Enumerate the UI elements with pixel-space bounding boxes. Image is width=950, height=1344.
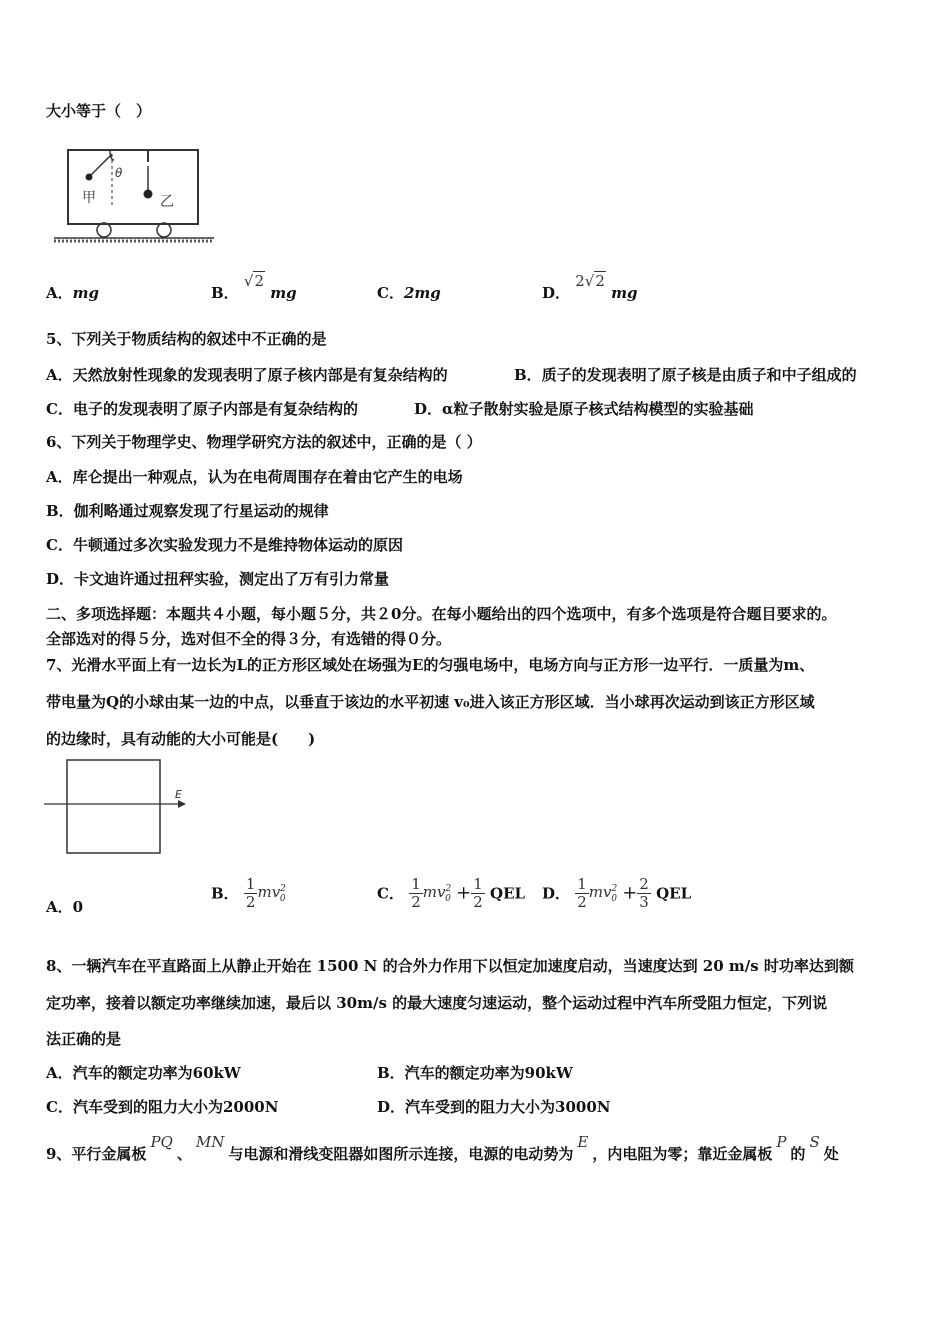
q6-option-d: D．卡文迪许通过扭秤实验，测定出了万有引力常量 <box>46 570 390 588</box>
q8-option-d: D．汽车受到的阻力大小为3000N <box>377 1098 611 1116</box>
q7-line3: 的边缘时，具有动能的大小可能是( ) <box>46 730 316 748</box>
q6-option-c: C．牛顿通过多次实验发现力不是维持物体运动的原因 <box>46 536 403 554</box>
section2-line2: 全部选对的得５分，选对但不全的得３分，有选错的得０分。 <box>46 630 452 648</box>
q8-line3: 法正确的是 <box>46 1030 122 1048</box>
q8-line2: 定功率，接着以额定功率继续加速，最后以 30m/s 的最大速度匀速运动，整个运动过程中汽车所受阻力恒定，下列说 <box>46 994 828 1012</box>
q6-stem: 6、下列关于物理学史、物理学研究方法的叙述中，正确的是（ ） <box>46 433 482 451</box>
section2-line1: 二、多项选择题：本题共４小题，每小题５分，共２0分。在每小题给出的四个选项中，有多个选项是符合题目要求的。 <box>46 605 837 623</box>
q7-field-figure <box>44 758 194 858</box>
q8-option-c: C．汽车受到的阻力大小为2000N <box>46 1098 279 1116</box>
field-label-e: E <box>175 788 182 801</box>
q4-cart-figure <box>52 146 222 246</box>
q7-line1: 7、光滑水平面上有一边长为L的正方形区域处在场强为E的匀强电场中，电场方向与正方形一边平行．一质量为m、 <box>46 656 815 674</box>
q7-option-c: C． $\frac{1}{2}$ $mv^2_0$ + $\frac{1}{2}$ QEL <box>377 875 526 911</box>
q5-option-c: C．电子的发现表明了原子内部是有复杂结构的 <box>46 400 358 418</box>
q4-option-c: C．2mg <box>377 284 441 302</box>
label-jia: 甲 <box>82 190 96 206</box>
q7-line2: 带电量为Q的小球由某一边的中点，以垂直于该边的水平初速 v₀进入该正方形区域．当小球再次运动到该正方形区域 <box>46 693 815 711</box>
ball-jia <box>86 174 93 181</box>
q7-option-a: A．0 <box>46 898 84 916</box>
q5-stem: 5、下列关于物质结构的叙述中不正确的是 <box>46 330 327 348</box>
q6-option-b: B．伽利略通过观察发现了行星运动的规律 <box>46 502 329 520</box>
ball-yi <box>144 190 153 199</box>
q4-option-b: B． √2 mg <box>211 272 297 302</box>
q4-option-a: A．mg <box>46 284 100 302</box>
q5-option-a: A．天然放射性现象的发现表明了原子核内部是有复杂结构的 <box>46 366 448 384</box>
q4-option-d: D． 2√2 mg <box>542 272 638 302</box>
q8-option-a: A．汽车的额定功率为60kW <box>46 1064 241 1082</box>
angle-theta: θ <box>115 166 123 180</box>
q5-option-d: D．α粒子散射实验是原子核式结构模型的实验基础 <box>414 400 754 418</box>
q6-option-a: A．库仑提出一种观点，认为在电荷周围存在着由它产生的电场 <box>46 468 463 486</box>
label-yi: 乙 <box>160 194 174 210</box>
q8-option-b: B．汽车的额定功率为90kW <box>377 1064 573 1082</box>
q4-stem-tail: 大小等于（ ） <box>46 102 152 120</box>
q7-option-b: B． $\frac{1}{2}$ $mv^2_0$ <box>211 875 286 911</box>
q9-line1: 9、平行金属板PQ、MN与电源和滑线变阻器如图所示连接，电源的电动势为E，内电阻为零；靠近金属板P的S处 <box>46 1133 839 1163</box>
q5-option-b: B．质子的发现表明了原子核是由质子和中子组成的 <box>514 366 857 384</box>
q7-option-d: D． $\frac{1}{2}$ $mv^2_0$ + $\frac{2}{3}$ QEL <box>542 875 692 911</box>
q8-line1: 8、一辆汽车在平直路面上从静止开始在 1500 N 的合外力作用下以恒定加速度启动，当速度达到 20 m/s 时功率达到额 <box>46 957 854 975</box>
